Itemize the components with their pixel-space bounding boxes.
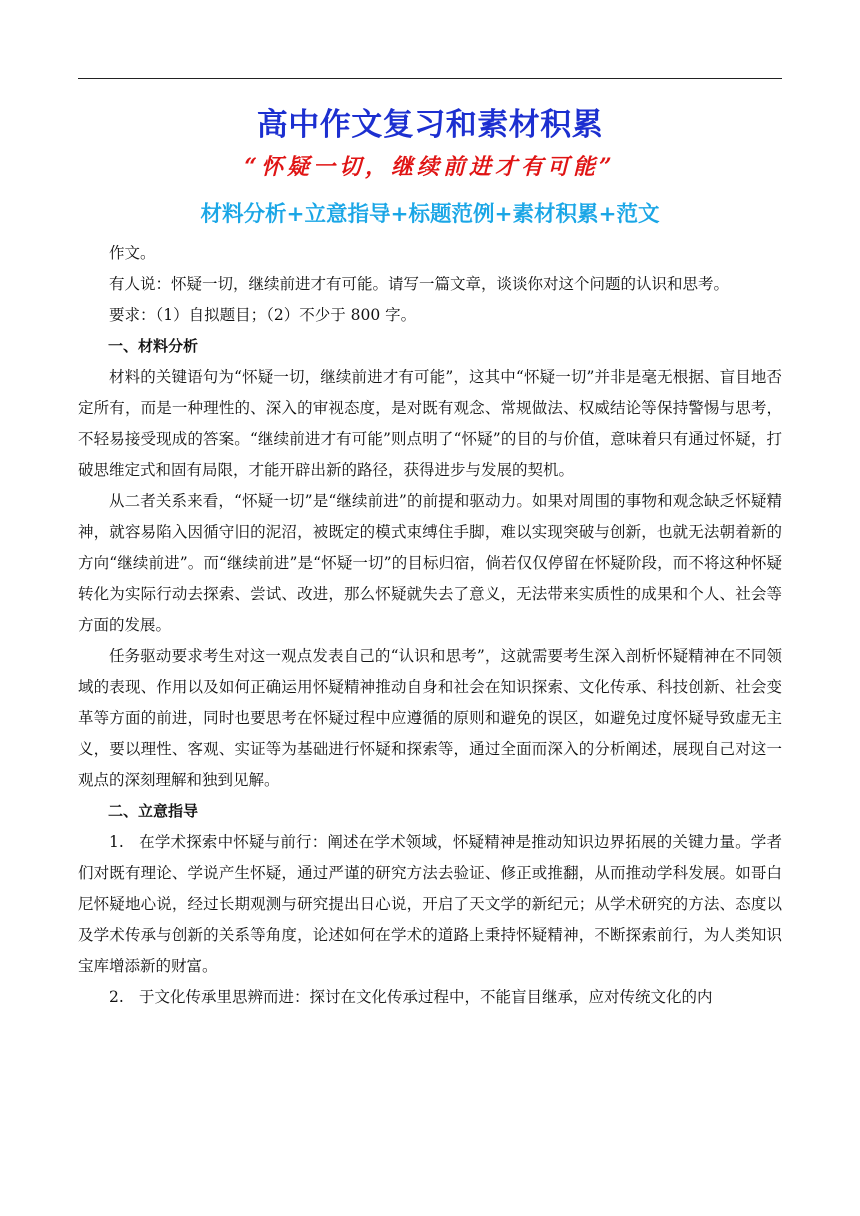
document-body (78, 238, 782, 1013)
list-number: 2. (109, 988, 124, 1006)
analysis-paragraph: 任务驱动要求考生对这一观点发表自己的“认识和思考”，这就需要考生深入剖析怀疑精神在不同领域的表现、作用以及如何正确运用怀疑精神推动自身和社会在知识探索、文化传承、科技创新、社会变革等方面的前进，同时也要思考在怀疑过程中应遵循的原则和避免的误区，如避免过度怀疑导致虚无主义，要以理性、客观、实证等为基础进行怀疑和探索等，通过全面而深入的分析阐述，展现自己对这一观点的深刻理解和独到见解。 (78, 647, 782, 789)
intro-paragraph: 作文。 (109, 244, 156, 262)
requirements-paragraph: 要求：（1）自拟题目；（2）不少于 800 字。 (109, 306, 417, 324)
section-heading-analysis: 一、材料分析 (108, 337, 199, 355)
document-tagline: 材料分析+立意指导+标题范例+素材积累+范文 (200, 202, 660, 227)
analysis-paragraph: 材料的关键语句为“怀疑一切，继续前进才有可能”，这其中“怀疑一切”并非是毫无根据、盲目地否定所有，而是一种理性的、深入的审视态度，是对既有观念、常规做法、权威结论等保持警惕与思考，不轻易接受现成的答案。“继续前进才有可能”则点明了“怀疑”的目的与价值，意味着只有通过怀疑，打破思维定式和固有局限，才能开辟出新的路径，获得进步与发展的契机。 (78, 368, 782, 479)
list-number: 1. (109, 833, 124, 851)
list-item-text: 于文化传承里思辨而进：探讨在文化传承过程中，不能盲目继承，应对传统文化的内 (139, 988, 713, 1006)
guidance-item (78, 982, 782, 1013)
document-title: 高中作文复习和素材积累 (256, 107, 604, 143)
analysis-paragraph: 从二者关系来看，“怀疑一切”是“继续前进”的前提和驱动力。如果对周围的事物和观念缺乏怀疑精神，就容易陷入因循守旧的泥沼，被既定的模式束缚住手脚，难以实现突破与创新，也就无法朝着新的方向“继续前进”。而“继续前进”是“怀疑一切”的目标归宿，倘若仅仅停留在怀疑阶段，而不将这种怀疑转化为实际行动去探索、尝试、改进，那么怀疑就失去了意义，无法带来实质性的成果和个人、社会等方面的发展。 (78, 492, 782, 634)
document-subtitle: “怀疑一切，继续前进才有可能” (244, 154, 616, 180)
header-rule (78, 78, 782, 79)
list-item-text: 在学术探索中怀疑与前行：阐述在学术领域，怀疑精神是推动知识边界拓展的关键力量。学者们对既有理论、学说产生怀疑，通过严谨的研究方法去验证、修正或推翻，从而推动学科发展。如哥白尼怀疑地心说，经过长期观测与研究提出日心说，开启了天文学的新纪元；从学术研究的方法、态度以及学术传承与创新的关系等角度，论述如何在学术的道路上秉持怀疑精神，不断探索前行，为人类知识宝库增添新的财富。 (78, 833, 782, 975)
guidance-item (78, 827, 782, 982)
prompt-paragraph: 有人说：怀疑一切，继续前进才有可能。请写一篇文章，谈谈你对这个问题的认识和思考。 (109, 275, 730, 293)
section-heading-guidance: 二、立意指导 (108, 802, 199, 820)
